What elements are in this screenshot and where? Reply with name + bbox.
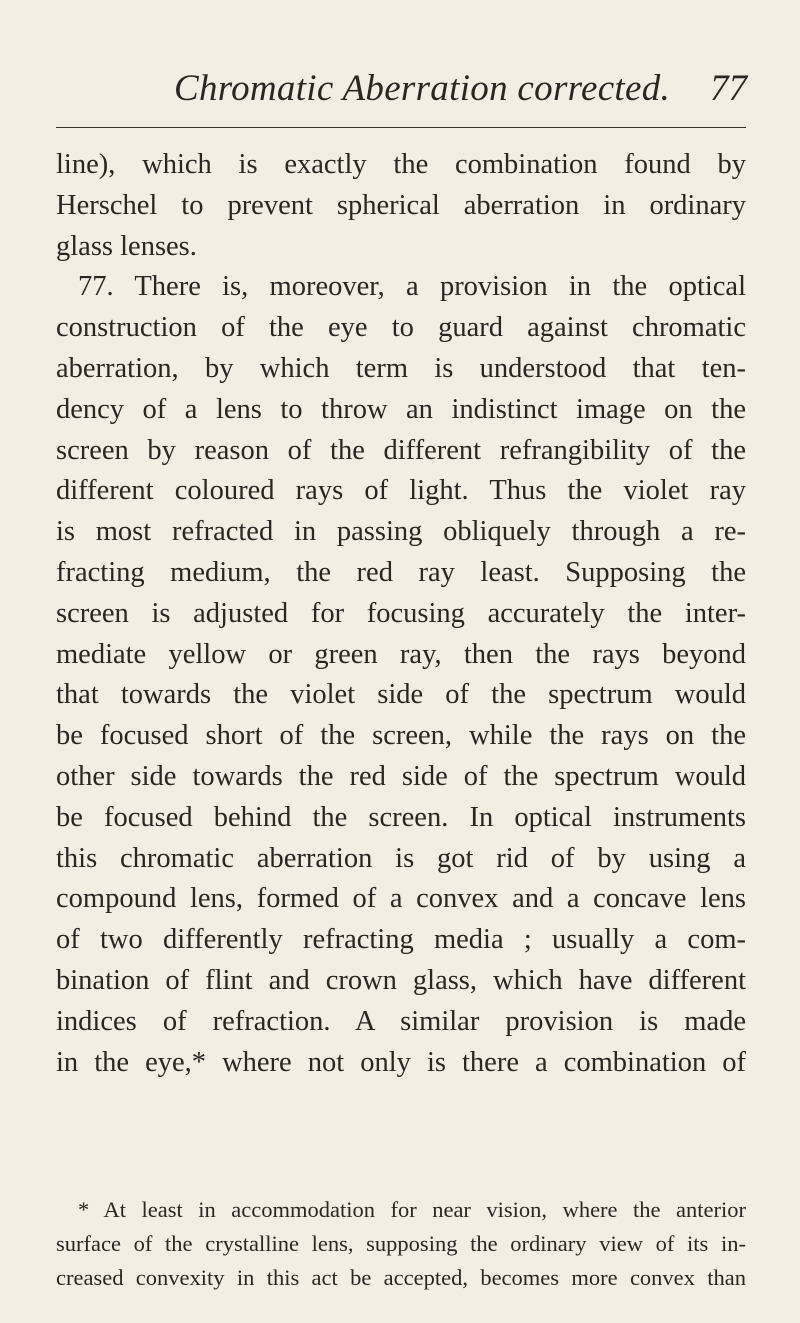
body-line: be focused behind the screen. In optical instruments <box>56 801 746 833</box>
page-number: 77 <box>710 68 747 109</box>
body-line: mediate yellow or green ray, then the rays beyond <box>56 638 746 670</box>
body-line: different coloured rays of light. Thus the violet ray <box>56 475 746 507</box>
footnote-line: creased convexity in this act be accepted, becomes more convex than <box>56 1265 746 1290</box>
body-line: is most refracted in passing obliquely through a re- <box>56 516 746 548</box>
header-rule <box>56 127 746 128</box>
footnote-line: * At least in accommodation for near vision, where the anterior <box>78 1197 746 1222</box>
footnote <box>56 1193 746 1295</box>
body-line: screen by reason of the different refrangibility of the <box>56 434 746 466</box>
body-line: dency of a lens to throw an indistinct image on the <box>56 393 746 425</box>
body-line: indices of refraction. A similar provision is made <box>56 1005 746 1037</box>
body-line: other side towards the red side of the spectrum would <box>56 760 746 792</box>
body-line: this chromatic aberration is got rid of by using a <box>56 842 746 874</box>
body-line: glass lenses. <box>56 230 197 262</box>
body-line: Herschel to prevent spherical aberration in ordinary <box>56 189 746 221</box>
body-line: in the eye,* where not only is there a combination of <box>56 1046 746 1078</box>
running-head <box>0 66 800 116</box>
body-line: be focused short of the screen, while the rays on the <box>56 720 746 752</box>
footnote-line: surface of the crystalline lens, supposing the ordinary view of its in- <box>56 1231 746 1256</box>
body-text <box>56 145 746 1083</box>
running-title: Chromatic Aberration corrected. <box>174 68 671 109</box>
body-line: aberration, by which term is understood that ten- <box>56 352 746 384</box>
body-line: fracting medium, the red ray least. Supposing the <box>56 556 746 588</box>
body-line: line), which is exactly the combination found by <box>56 149 746 180</box>
paragraph-77-start: 77. There is, moreover, a provision in the optical <box>78 271 746 303</box>
body-line: of two differently refracting media ; usually a com- <box>56 924 746 956</box>
body-line: bination of flint and crown glass, which have different <box>56 964 746 996</box>
body-line: screen is adjusted for focusing accurately the inter- <box>56 597 746 629</box>
body-line: that towards the violet side of the spectrum would <box>56 679 746 711</box>
body-line: compound lens, formed of a convex and a concave lens <box>56 883 746 915</box>
body-line: construction of the eye to guard against chromatic <box>56 312 746 344</box>
